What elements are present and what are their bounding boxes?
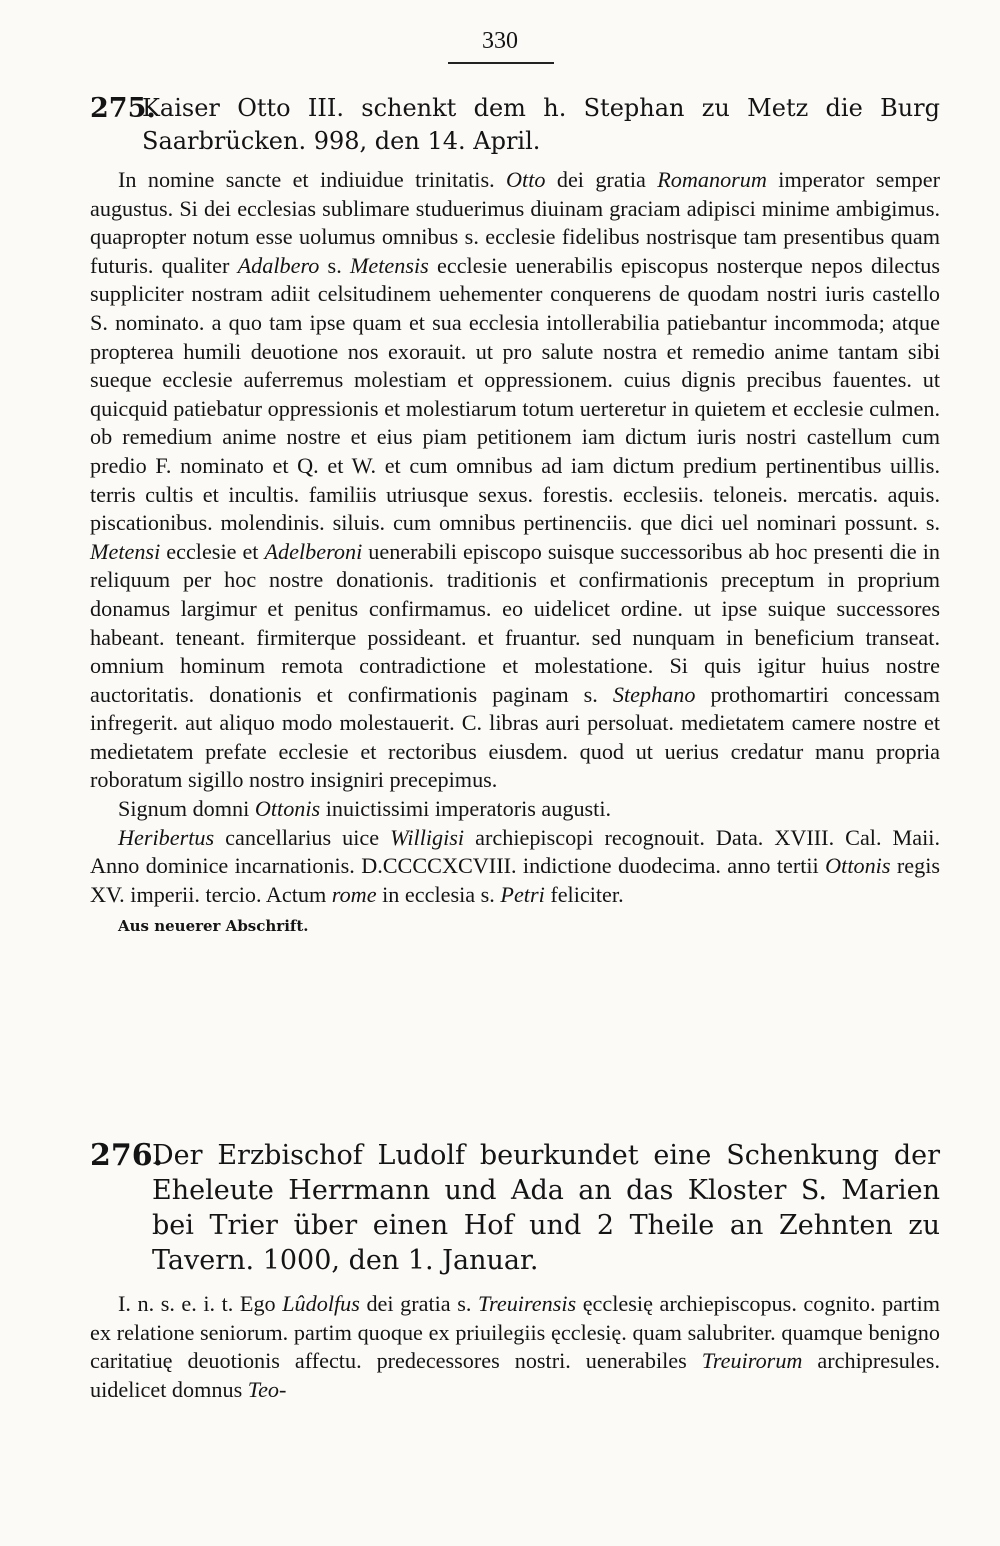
italic-name: Treuirorum [701, 1348, 803, 1374]
header-rule [448, 62, 554, 64]
text-run: in ecclesia s. [376, 881, 501, 907]
text-run: archiepiscopi recognouit. Data. XVIII. Cal. Maii. Anno dominice incarnationis. D.CCCCXCVIII. indictione duodecima. anno tertii [90, 824, 940, 879]
dating-paragraph [90, 824, 940, 910]
page-number: 330 [482, 28, 518, 54]
entry-heading [90, 92, 940, 158]
text-run: In nomine sancte et indiuidue trinitatis. [118, 167, 507, 192]
charter-paragraph [90, 1290, 940, 1404]
italic-name: Lûdolfus [282, 1291, 360, 1316]
text-run: dei gratia s. [359, 1291, 478, 1316]
entry-title: Kaiser Otto III. schenkt dem h. Stephan zu Metz die Burg Saarbrücken. 998, den 14. April. [142, 94, 940, 155]
text-run: prothomartiri concessam infregerit. aut aliquo modo molestauerit. C. libras auri persoluat. medietatem camere nostre et medietatem prefate ecclesie et rectoribus eiusdem. quod ut uerius credatur manu propria roboratum sigillo nostro insigniri precepimus. [90, 681, 940, 793]
text-run: cancellarius uice [214, 824, 391, 850]
entry-275 [90, 92, 940, 935]
italic-name: Petri [500, 881, 545, 907]
text-run: inuictissimi imperatoris augusti. [320, 796, 612, 822]
source-note: Aus neuerer Abschrift. [118, 917, 309, 936]
charter-paragraph [90, 166, 940, 795]
italic-name: Romanorum [657, 167, 767, 192]
text-run: I. n. s. e. i. t. Ego [118, 1291, 283, 1316]
entry-276 [90, 1138, 940, 1404]
entry-number: 276. [90, 1138, 164, 1173]
text-run: ecclesie uenerabilis episcopus nosterque nepos dilectus suppliciter nostram adiit celsitudinem uehementer conquerens de quodam nostri iuris castello S. nominato. a quo tam ipse quam et sua ecclesia intollerabilia patiebantur incommoda; atque propterea humili deuotione nos exorauit. ut pro salute nostra et remedio anime tantam sibi sueque ecclesie auferremus molestiam et oppressionem. cuius dignis precibus fauentes. ut quicquid patiebatur oppressionis et molestiarum totum uerteretur in quietem et ecclesie culmen. ob remedium anime nostre et eius piam petitionem iam dictum iuris nostri castellum cum predio F. nominato et Q. et W. et cum omnibus ad iam dictum predium pertinentibus uillis. terris cultis et incultis. familiis utriusque sexus. forestis. ecclesiis. teloneis. mercatis. aquis. piscationibus. molendinis. siluis. cum omnibus pertinenciis. que dici uel nominari possunt. s. [90, 252, 940, 536]
text-run: regis XV. imperii. tercio. Actum [90, 853, 940, 907]
entry-heading [90, 1138, 940, 1278]
italic-name: Metensis [349, 252, 429, 278]
text-run: feliciter. [544, 881, 624, 907]
italic-name: Adelberoni [264, 538, 363, 564]
italic-name: Heribertus [118, 824, 215, 850]
italic-name: Willigisi [390, 824, 465, 850]
charter-text [90, 1290, 940, 1404]
text-run: s. [319, 252, 350, 278]
text-run: ecclesie et [160, 538, 265, 564]
text-run: ęcclesię archiepiscopus. cognito. partim ex relatione seniorum. partim quoque ex priuilegiis ęcclesię. quam salubriter. quamque benigno caritatiuę deuotionis affectu. predecessores nostri. uenerabiles [90, 1291, 940, 1374]
italic-name: Otto [506, 167, 546, 192]
text-run: Signum domni [118, 796, 255, 822]
signum-paragraph [90, 795, 940, 824]
italic-name: Teo- [247, 1376, 287, 1402]
italic-name: Ottonis [825, 853, 891, 879]
italic-name: Metensi [90, 538, 161, 564]
italic-name: Adalbero [237, 252, 320, 278]
italic-name: rome [331, 881, 377, 907]
text-run: imperator semper augustus. Si dei ecclesias sublimare studuerimus diuinam graciam adipisci minime ambigimus. quapropter notum esse uolumus omnibus s. ecclesie fidelibus nostrisque tam presentibus quam futuris. qualiter [90, 167, 940, 278]
italic-name: Treuirensis [477, 1291, 577, 1316]
italic-name: Stephano [612, 681, 696, 707]
entry-title: Der Erzbischof Ludolf beurkundet eine Schenkung der Eheleute Herrmann und Ada an das Kloster S. Marien bei Trier über einen Hof und 2 Theile an Zehnten zu Tavern. 1000, den 1. Januar. [152, 1140, 940, 1276]
charter-text [90, 166, 940, 909]
italic-name: Ottonis [254, 796, 321, 822]
entry-number: 275. [90, 93, 156, 124]
text-run: uenerabili episcopo suisque successoribus ab hoc presenti die in reliquum per hoc nostre donationis. traditionis et confirmationis preceptum in proprium donamus largimur et penitus confirmamus. eo uidelicet ordine. ut ipse suique successores habeant. teneant. firmiterque possideant. et fruantur. sed nunquam in beneficium transeat. omnium hominum remota contradictione et molestatione. Si quis igitur huius nostre auctoritatis. donationis et confirmationis paginam s. [90, 538, 940, 707]
text-run: archipresules. uidelicet domnus [90, 1348, 940, 1402]
text-run: dei gratia [545, 167, 658, 192]
